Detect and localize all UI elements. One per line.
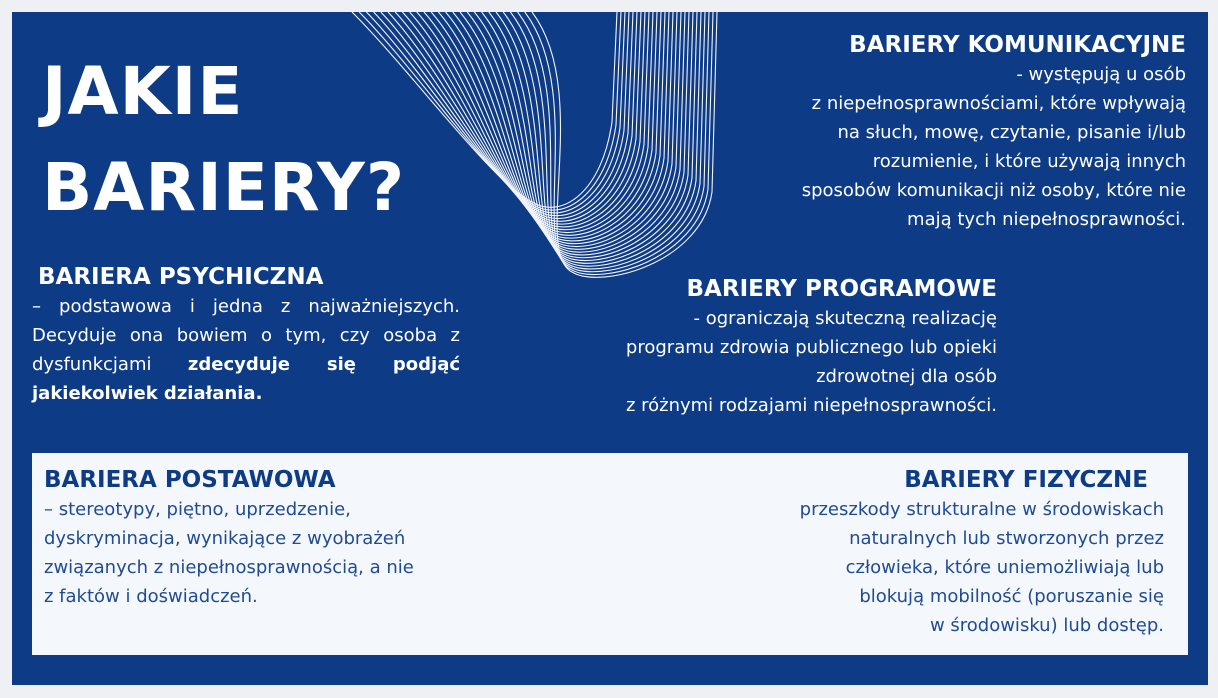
text-psychiczna xyxy=(32,292,460,408)
wave-line xyxy=(424,12,657,235)
text-line: - występują u osób xyxy=(1016,64,1186,85)
heading-psychiczna: BARIERA PSYCHICZNA xyxy=(38,264,324,290)
section-bariery-programowe xyxy=(557,274,997,420)
text-line: programu zdrowia publicznego lub opieki xyxy=(625,337,997,358)
page-title xyxy=(42,44,405,236)
text-line: - ograniczają skuteczną realizację xyxy=(693,308,997,329)
wave-line xyxy=(431,12,661,238)
section-bariera-postawowa xyxy=(44,465,474,611)
text-line: człowieka, które uniemożliwiają lub xyxy=(845,557,1164,578)
text-line: z faktów i doświadczeń. xyxy=(44,586,258,607)
title-line-1: JAKIE xyxy=(42,53,244,130)
text-psychiczna-bold: zdecyduje się podjąć jakiekolwiek działania. xyxy=(32,354,461,404)
text-fizyczne xyxy=(724,495,1164,640)
light-panel xyxy=(32,453,1188,655)
heading-fizyczne: BARIERY FIZYCZNE xyxy=(904,467,1148,493)
heading-postawowa: BARIERA POSTAWOWA xyxy=(44,467,336,493)
section-bariery-fizyczne xyxy=(724,465,1164,640)
title-line-2: BARIERY? xyxy=(42,149,406,226)
text-psychiczna-regular: – podstawowa i jedna z najważniejszych. Decyduje ona bowiem o tym, czy osoba z dysfunkcjami xyxy=(32,296,460,375)
slide xyxy=(12,12,1208,685)
text-programowe xyxy=(557,304,997,420)
text-line: zdrowotnej dla osób xyxy=(816,366,997,387)
text-line: dyskryminacja, wynikające z wyobrażeń xyxy=(44,528,406,549)
text-line: związanych z niepełnosprawnością, a nie xyxy=(44,557,414,578)
text-line: z różnymi rodzajami niepełnosprawności. xyxy=(625,395,997,416)
text-line: rozumienie, i które używają innych xyxy=(872,151,1186,172)
text-line: mają tych niepełnosprawności. xyxy=(907,209,1186,230)
text-line: w środowisku) lub dostęp. xyxy=(929,615,1164,636)
text-komunikacyjne xyxy=(716,60,1186,234)
text-line: sposobów komunikacji niż osoby, które nie xyxy=(801,180,1186,201)
section-bariera-psychiczna xyxy=(32,262,460,408)
text-line: – stereotypy, piętno, uprzedzenie, xyxy=(44,499,351,520)
text-line: naturalnych lub stworzonych przez xyxy=(849,528,1164,549)
text-line: na słuch, mowę, czytanie, pisanie i/lub xyxy=(837,122,1186,143)
wave-line xyxy=(474,12,685,255)
text-line: przeszkody strukturalne w środowiskach xyxy=(799,499,1164,520)
section-bariery-komunikacyjne xyxy=(716,30,1186,234)
heading-komunikacyjne: BARIERY KOMUNIKACYJNE xyxy=(849,32,1186,58)
text-postawowa xyxy=(44,495,474,611)
wave-line xyxy=(410,12,649,230)
text-line: z niepełnosprawnościami, które wpływają xyxy=(811,93,1186,114)
heading-programowe: BARIERY PROGRAMOWE xyxy=(686,276,997,302)
wave-line xyxy=(366,12,625,213)
text-line: blokują mobilność (poruszanie się xyxy=(859,586,1164,607)
